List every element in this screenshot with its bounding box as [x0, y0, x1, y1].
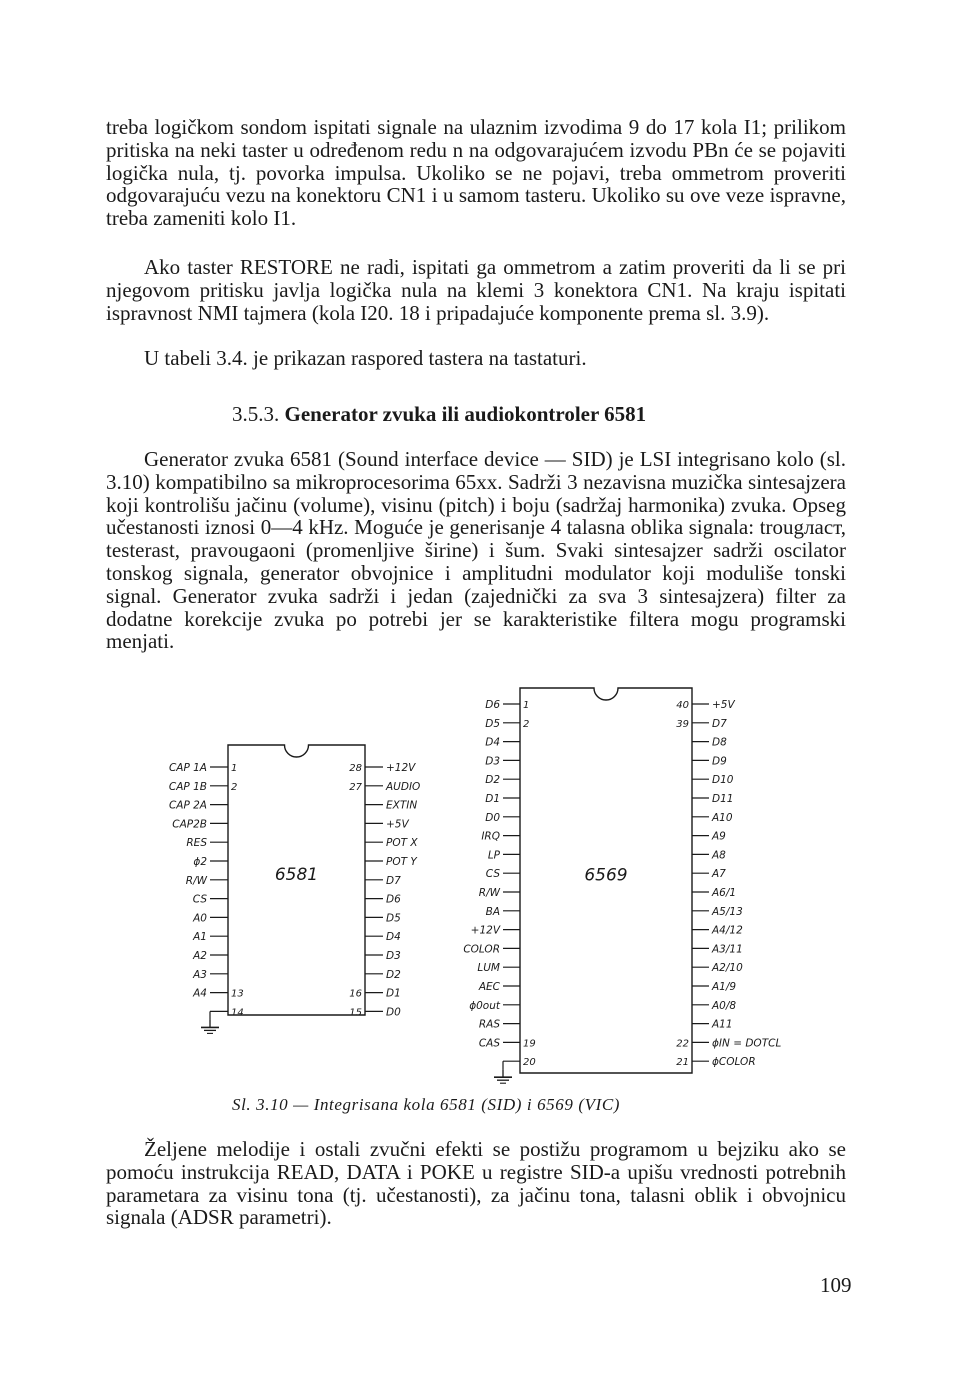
- pin-label-right: ϕCOLOR: [712, 1056, 756, 1069]
- pin-label-right: A10: [712, 811, 733, 824]
- section-heading: [232, 402, 646, 427]
- pin-label-left: A2: [193, 950, 207, 962]
- pin-label-left: RAS: [478, 1018, 500, 1031]
- pin-label-right: D8: [712, 736, 727, 749]
- pin-number-left: 20: [523, 1057, 536, 1069]
- paragraph-table-ref: U tabeli 3.4. je prikazan raspored tastera na tastaturi.: [144, 346, 587, 370]
- pin-label-left: A1: [193, 931, 207, 944]
- chip-6581-pinout: [169, 745, 420, 1033]
- pin-number-left: 13: [231, 988, 244, 1000]
- pin-label-left: ϕ2: [193, 856, 207, 868]
- pin-label-right: A9: [712, 830, 726, 843]
- pin-label-right: A4/12: [712, 924, 743, 937]
- pin-label-left: CAP 2A: [168, 799, 207, 812]
- pin-label-right: D5: [386, 912, 401, 925]
- figure-caption: Sl. 3.10 — Integrisana kola 6581 (SID) i 6569 (VIC): [232, 1095, 621, 1114]
- chip-6569-pinout: [463, 688, 781, 1083]
- pin-label-right: POT Y: [386, 856, 417, 868]
- pin-label-left: CS: [192, 893, 207, 906]
- pin-number-left: 14: [231, 1007, 244, 1019]
- pin-label-right: AUDIO: [386, 780, 421, 793]
- pin-label-right: D10: [712, 774, 734, 787]
- page-number: 109: [820, 1273, 852, 1297]
- pin-label-right: A7: [712, 868, 726, 881]
- pin-number-right: 16: [349, 988, 362, 1000]
- pin-label-left: A4: [193, 987, 207, 1000]
- pin-label-left: CAP 1A: [168, 762, 207, 774]
- pin-label-right: D1: [386, 987, 401, 1000]
- pin-label-left: D2: [485, 774, 500, 787]
- pin-number-right: 39: [676, 718, 689, 730]
- pin-label-left: D0: [485, 811, 500, 824]
- pin-label-left: D5: [485, 717, 500, 730]
- chip-name: 6581: [274, 865, 319, 885]
- pin-number-left: 1: [231, 763, 238, 774]
- pin-label-right: A8: [712, 849, 726, 862]
- figure-chip-pinouts: [150, 682, 810, 1092]
- pin-label-left: BA: [485, 905, 500, 918]
- pin-label-right: A5/13: [712, 905, 743, 918]
- chip-name: 6569: [584, 865, 628, 886]
- pin-label-right: +12V: [386, 762, 416, 774]
- pin-number-left: 2: [231, 781, 238, 793]
- pin-label-right: D0: [386, 1006, 401, 1019]
- pin-label-right: D9: [712, 755, 727, 768]
- pin-number-left: 19: [523, 1038, 536, 1050]
- pin-number-right: 40: [676, 700, 689, 711]
- pin-label-left: CAP2B: [172, 818, 207, 831]
- pin-label-right: A6/1: [712, 887, 737, 899]
- pin-label-left: AEC: [478, 981, 500, 993]
- pin-label-right: A2/10: [712, 962, 743, 975]
- pin-label-left: D4: [485, 736, 500, 749]
- pin-number-left: 2: [523, 718, 530, 730]
- pin-label-right: A11: [712, 1018, 733, 1031]
- pin-label-left: CAP 1B: [168, 780, 207, 793]
- pin-number-right: 22: [676, 1038, 689, 1050]
- pin-label-left: LUM: [477, 962, 500, 975]
- paragraph-sid-programming: Željene melodije i ostali zvučni efekti se postižu programom u bejziku ako se pomoću instrukcija READ, DATA i POKE u registre SID-a upišu vrednosti potrebnih parametara za visinu tona (tj. učestanosti), za jačinu tona, talasni oblik i obvojnicu signala (ADSR parametri).: [106, 1137, 846, 1230]
- pin-label-left: +12V: [470, 924, 500, 937]
- section-title: Generator zvuka ili audiokontroler 6581: [284, 402, 647, 426]
- section-number: 3.5.3.: [232, 402, 280, 426]
- pin-label-right: D4: [386, 931, 401, 944]
- pin-label-right: EXTIN: [386, 799, 418, 812]
- pinout-diagram: [150, 682, 810, 1092]
- pin-label-left: CAS: [478, 1037, 500, 1050]
- pin-number-left: 1: [523, 700, 530, 711]
- pin-label-right: A3/11: [712, 943, 743, 956]
- pin-number-right: 27: [349, 781, 362, 793]
- pin-label-right: D6: [386, 893, 401, 906]
- pin-label-right: A1/9: [712, 981, 737, 993]
- pin-label-left: R/W: [185, 874, 207, 887]
- pin-label-left: RES: [186, 837, 207, 850]
- pin-label-left: IRQ: [481, 830, 500, 843]
- pin-label-right: D11: [712, 793, 734, 805]
- pin-number-right: 21: [676, 1057, 689, 1069]
- pin-label-right: +5V: [386, 818, 409, 831]
- pin-number-right: 28: [349, 763, 362, 774]
- paragraph-restore-key: Ako taster RESTORE ne radi, ispitati ga ommetrom a zatim proveriti da li se pri njegovom pritisku javlja logička nula na klemi 3 konektora CN1. Na kraju ispitati ispravnost NMI tajmera (kola I20. 18 i pripadajuće komponente prema sl. 3.9).: [106, 255, 846, 325]
- pin-label-left: LP: [487, 849, 500, 862]
- pin-label-left: CS: [485, 868, 500, 881]
- pin-label-right: D7: [712, 717, 727, 730]
- pin-label-left: A0: [193, 912, 207, 925]
- pin-label-right: D3: [386, 950, 401, 962]
- pin-label-right: A0/8: [712, 999, 737, 1012]
- paragraph-keyboard-test: treba logičkom sondom ispitati signale na ulaznim izvodima 9 do 17 kola I1; prilikom pritiska na neki taster u određenom redu n na odgovarajućem izvodu PBn će se pojaviti logička nula, tj. povorka impulsa. Ukoliko se ne pojavi, treba ommetrom proveriti odgovarajuću vezu na konektoru CN1 i u samom tasteru. Ukoliko su ove veze ispravne, treba zameniti kolo I1.: [106, 115, 846, 231]
- pin-label-right: D7: [386, 874, 401, 887]
- pin-label-left: ϕ0out: [469, 999, 500, 1012]
- pin-label-left: R/W: [478, 887, 500, 899]
- paragraph-sid-description: Generator zvuka 6581 (Sound interface device — SID) je LSI integrisano kolo (sl. 3.10) kompatibilno sa mikroprocesorima 65xx. Sadrži 3 nezavisna muzička sintesajzera koji kontrolišu jačinu (volume), visinu (pitch) i boju (sadržaj harmonika) zvuka. Opseg učestanosti iznosi 0—4 kHz. Moguće je generisanje 4 talasna oblika signala: trougласт, testerast, pravougaoni (promenljive širine) i šum. Svaki sintesajzer sadrži oscilator tonskog signala, generator obvojnice i amplitudni modulator koji moduliše tonski signal. Generator zvuka sadrži i jedan (zajednički za sva 3 sintesajzera) filter za dodatne korekcije zvuka po potrebi jer se karakteristike filtera mogu programski menjati.: [106, 447, 846, 654]
- pin-label-left: D3: [485, 755, 500, 768]
- pin-label-right: ϕIN = DOTCL: [712, 1037, 782, 1050]
- pin-label-right: +5V: [712, 699, 735, 711]
- pin-label-left: D1: [485, 793, 500, 805]
- pin-label-right: POT X: [386, 837, 418, 850]
- pin-label-left: D6: [485, 699, 500, 711]
- pin-label-left: A3: [193, 968, 207, 981]
- pin-label-left: COLOR: [463, 943, 500, 956]
- pin-number-right: 15: [349, 1007, 362, 1019]
- pin-label-right: D2: [386, 968, 401, 981]
